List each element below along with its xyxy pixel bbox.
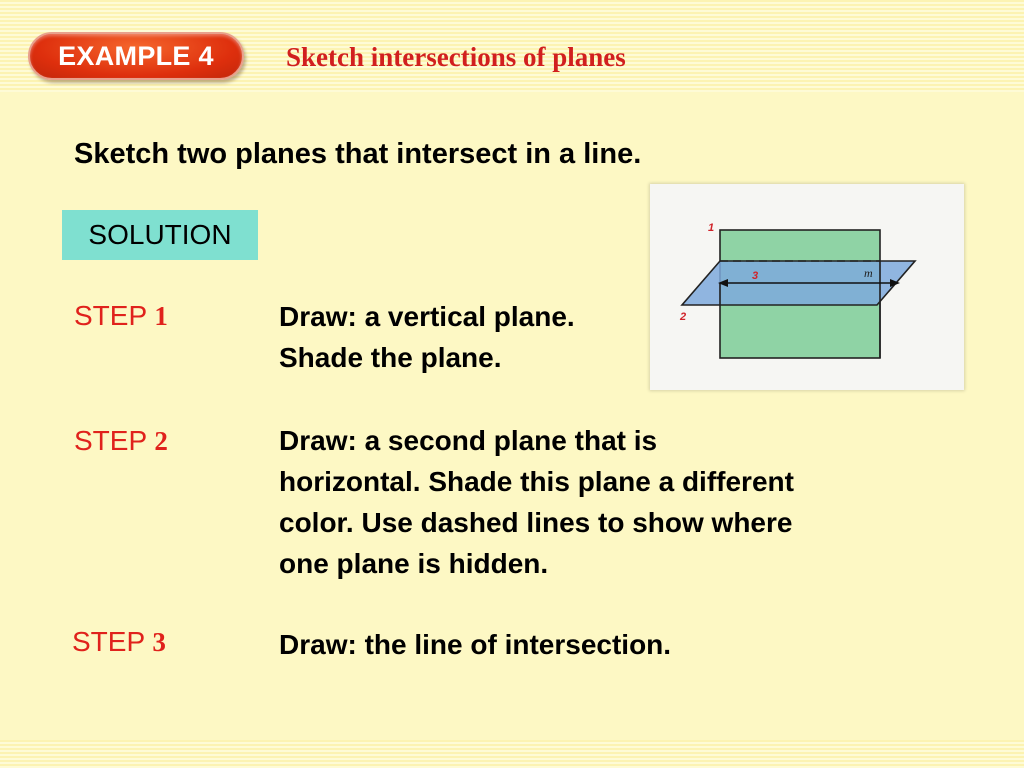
bottom-stripe-band: [0, 740, 1024, 768]
step-2-label: [74, 425, 168, 457]
step-1-line-1: Draw: a vertical plane.: [279, 301, 575, 332]
step-1-number: 1: [154, 301, 168, 331]
step-2-line-2: horizontal. Shade this plane a different: [279, 466, 794, 497]
step-3-label: [72, 626, 166, 658]
step-2-number: 2: [154, 426, 168, 456]
page-title: Sketch intersections of planes: [286, 42, 626, 72]
step-3-number: 3: [152, 627, 166, 657]
step-2-text: [279, 420, 919, 584]
step-2-line-4: one plane is hidden.: [279, 548, 549, 579]
solution-badge: SOLUTION: [62, 210, 258, 260]
mark-3: 3: [752, 270, 759, 282]
step-3-word: STEP: [72, 626, 145, 657]
step-1-label: [74, 300, 168, 332]
step-1-word: STEP: [74, 300, 147, 331]
mark-2: 2: [680, 311, 687, 323]
problem-prompt: Sketch two planes that intersect in a line.: [74, 138, 642, 170]
step-2-line-3: color. Use dashed lines to show where: [279, 507, 793, 538]
mark-1: 1: [708, 222, 715, 234]
step-1-line-2: Shade the plane.: [279, 342, 502, 373]
step-2-line-1: Draw: a second plane that is: [279, 425, 658, 456]
step-2-word: STEP: [74, 425, 147, 456]
step-3-text: [279, 624, 919, 665]
example-badge: EXAMPLE 4: [28, 32, 244, 80]
step-3-line-1: Draw: the line of intersection.: [279, 629, 672, 660]
planes-sketch-figure: [650, 184, 964, 390]
line-label-m: m: [864, 266, 873, 280]
planes-sketch-svg: [650, 184, 964, 390]
